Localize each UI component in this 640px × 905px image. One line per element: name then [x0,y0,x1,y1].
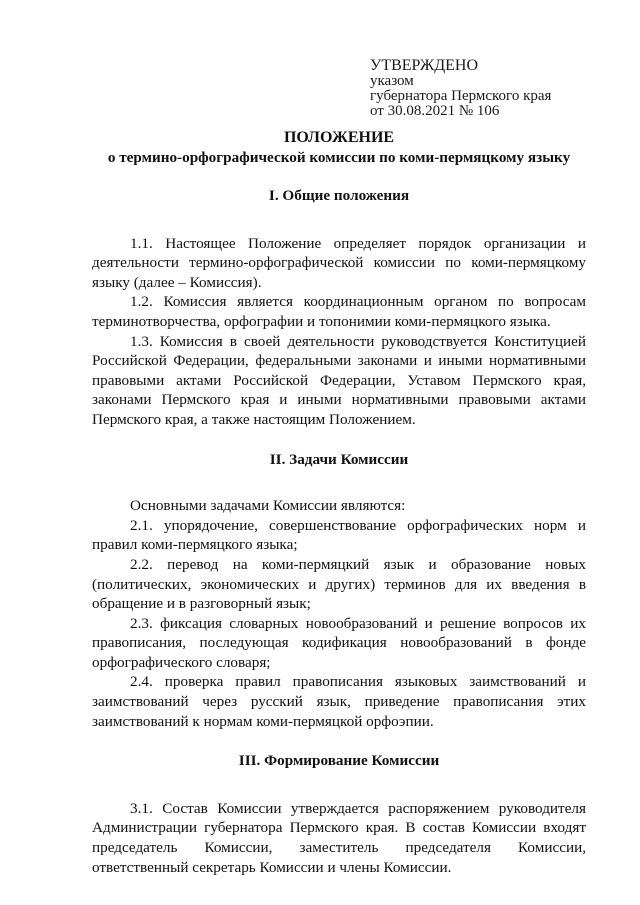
decree-label: указом [370,73,414,89]
approval-stamp [370,57,551,119]
section-heading-general: I. Общие положения [268,187,410,204]
governor-label: губернатора Пермского края [370,88,552,104]
tasks-intro: Основными задачами Комиссии являются: [130,497,406,515]
paragraph-1-3: 1.3. Комиссия в своей деятельности руководствуется Конституцией Российской Федерации, федеральными законами и иными нормативными правовыми актами Российской Федерации, Уставом Пермского края, законами Пермского края и иными нормативными правовыми актами Пермского края, а также настоящим Положением. [92,332,586,428]
paragraph-2-1: 2.1. упорядочение, совершенствование орфографических норм и правил коми-пермяцкого языка; [92,516,586,554]
paragraph-1-2: 1.2. Комиссия является координационным органом по вопросам терминотворчества, орфографии и топонимии коми-пермяцкого языка. [92,293,586,330]
paragraph-3-1: 3.1. Состав Комиссии утверждается распоряжением руководителя Администрации губернатора Пермского края. В состав Комиссии входят председатель Комиссии, заместитель председателя Комиссии, ответственный секретарь Комиссии и члены Комиссии. [92,799,586,876]
document-body [92,128,586,877]
approved-label: УТВЕРЖДЕНО [370,57,479,74]
document-title: ПОЛОЖЕНИЕ [283,129,395,146]
paragraph-2-4: 2.4. проверка правил правописания языковых заимствований и заимствований через русский язык, приведение правописания этих заимствований к нормам коми-пермяцкой орфоэпии. [92,673,586,730]
paragraph-2-2: 2.2. перевод на коми-пермяцкий язык и образование новых (политических, экономических и других) терминов для их введения в обращение и в разговорный язык; [92,555,586,613]
date-number-label: от 30.08.2021 № 106 [370,103,500,119]
paragraph-1-1: 1.1. Настоящее Положение определяет порядок организации и деятельности термино-орфографической комиссии по коми-пермяцкому языку (далее – Комиссия). [92,234,586,291]
section-heading-formation: III. Формирование Комиссии [238,752,440,770]
paragraph-2-3: 2.3. фиксация словарных новообразований и решение вопросов их правописания, последующая кодификация новообразований в фонде орфографического словаря; [92,614,586,671]
document-subtitle: о термино-орфографической комиссии по коми-пермяцкому языку [107,149,571,166]
section-heading-tasks: II. Задачи Комиссии [269,450,409,468]
